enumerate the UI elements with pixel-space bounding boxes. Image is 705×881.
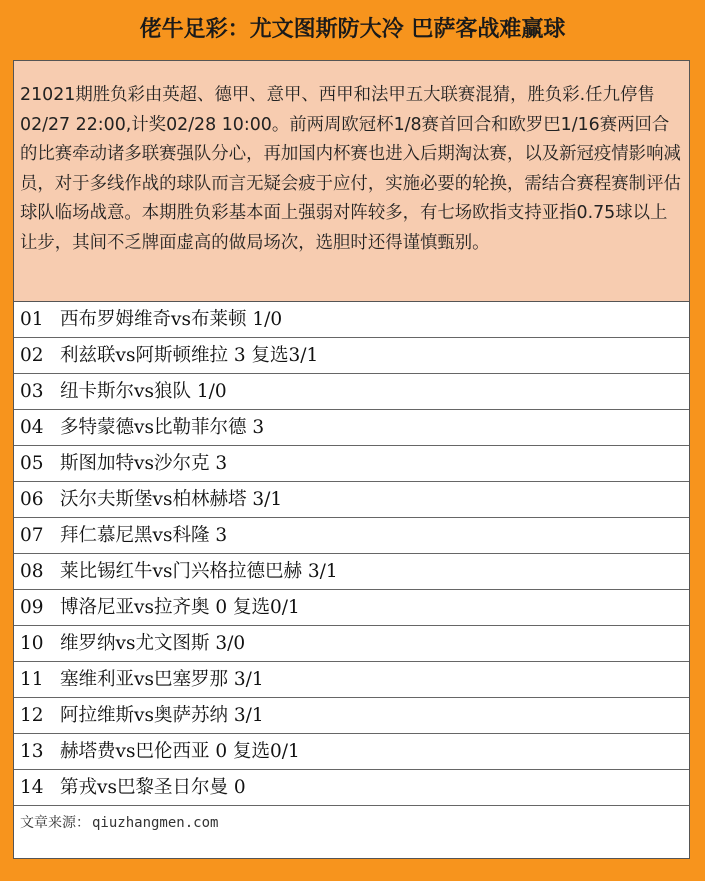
- match-text: 塞维利亚vs巴塞罗那 3/1: [60, 669, 264, 690]
- match-row: [14, 374, 689, 410]
- source-label: 文章来源：: [20, 815, 90, 831]
- match-text: 第戎vs巴黎圣日尔曼 0: [60, 777, 246, 798]
- match-text: 阿拉维斯vs奥萨苏纳 3/1: [60, 705, 264, 726]
- match-number: 06: [20, 489, 44, 510]
- match-text: 拜仁慕尼黑vs科隆 3: [60, 525, 228, 546]
- match-text: 沃尔夫斯堡vs柏林赫塔 3/1: [60, 489, 283, 510]
- page-title: 佬牛足彩：尤文图斯防大冷 巴萨客战难赢球: [139, 17, 566, 42]
- content-panel: [13, 60, 690, 859]
- match-number: 04: [20, 417, 44, 438]
- match-row: [14, 770, 689, 806]
- match-text: 博洛尼亚vs拉齐奥 0 复选0/1: [60, 597, 300, 618]
- match-number: 14: [20, 777, 44, 798]
- match-number: 12: [20, 705, 44, 726]
- match-text: 斯图加特vs沙尔克 3: [60, 453, 228, 474]
- match-row: [14, 338, 689, 374]
- match-number: 01: [20, 309, 44, 330]
- match-row: [14, 554, 689, 590]
- match-number: 02: [20, 345, 44, 366]
- match-row: [14, 734, 689, 770]
- match-row: [14, 518, 689, 554]
- match-text: 维罗纳vs尤文图斯 3/0: [60, 633, 246, 654]
- match-text: 多特蒙德vs比勒菲尔德 3: [60, 417, 265, 438]
- match-number: 05: [20, 453, 44, 474]
- match-row: [14, 410, 689, 446]
- match-number: 10: [20, 633, 44, 654]
- match-row: [14, 698, 689, 734]
- match-number: 09: [20, 597, 44, 618]
- match-text: 西布罗姆维奇vs布莱顿 1/0: [60, 309, 283, 330]
- source-url: qiuzhangmen.com: [92, 815, 219, 831]
- match-text: 利兹联vs阿斯顿维拉 3 复选3/1: [60, 345, 319, 366]
- match-row: [14, 590, 689, 626]
- match-row: [14, 662, 689, 698]
- match-text: 莱比锡红牛vs门兴格拉德巴赫 3/1: [60, 561, 338, 582]
- intro-paragraph: 21021期胜负彩由英超、德甲、意甲、西甲和法甲五大联赛混猜，胜负彩.任九停售02/27 22:00,计奖02/28 10:00。前两周欧冠杯1/8赛首回合和欧罗巴1/16赛两回合的比赛牵动诸多联赛强队分心，再加国内杯赛也进入后期淘汰赛，以及新冠疫情影响减员，对于多线作战的球队而言无疑会疲于应付，实施必要的轮换，需结合赛程赛制评估球队临场战意。本期胜负彩基本面上强弱对阵较多，有七场欧指支持亚指0.75球以上让步，其间不乏牌面虚高的做局场次，选胆时还得谨慎甄别。: [14, 61, 689, 302]
- match-text: 纽卡斯尔vs狼队 1/0: [60, 381, 227, 402]
- source-footer: [14, 806, 689, 844]
- match-number: 13: [20, 741, 44, 762]
- match-list: [14, 302, 689, 844]
- match-text: 赫塔费vs巴伦西亚 0 复选0/1: [60, 741, 300, 762]
- match-row: [14, 482, 689, 518]
- match-number: 07: [20, 525, 44, 546]
- match-row: [14, 302, 689, 338]
- match-row: [14, 626, 689, 662]
- match-row: [14, 446, 689, 482]
- match-number: 08: [20, 561, 44, 582]
- match-number: 11: [20, 669, 44, 690]
- match-number: 03: [20, 381, 44, 402]
